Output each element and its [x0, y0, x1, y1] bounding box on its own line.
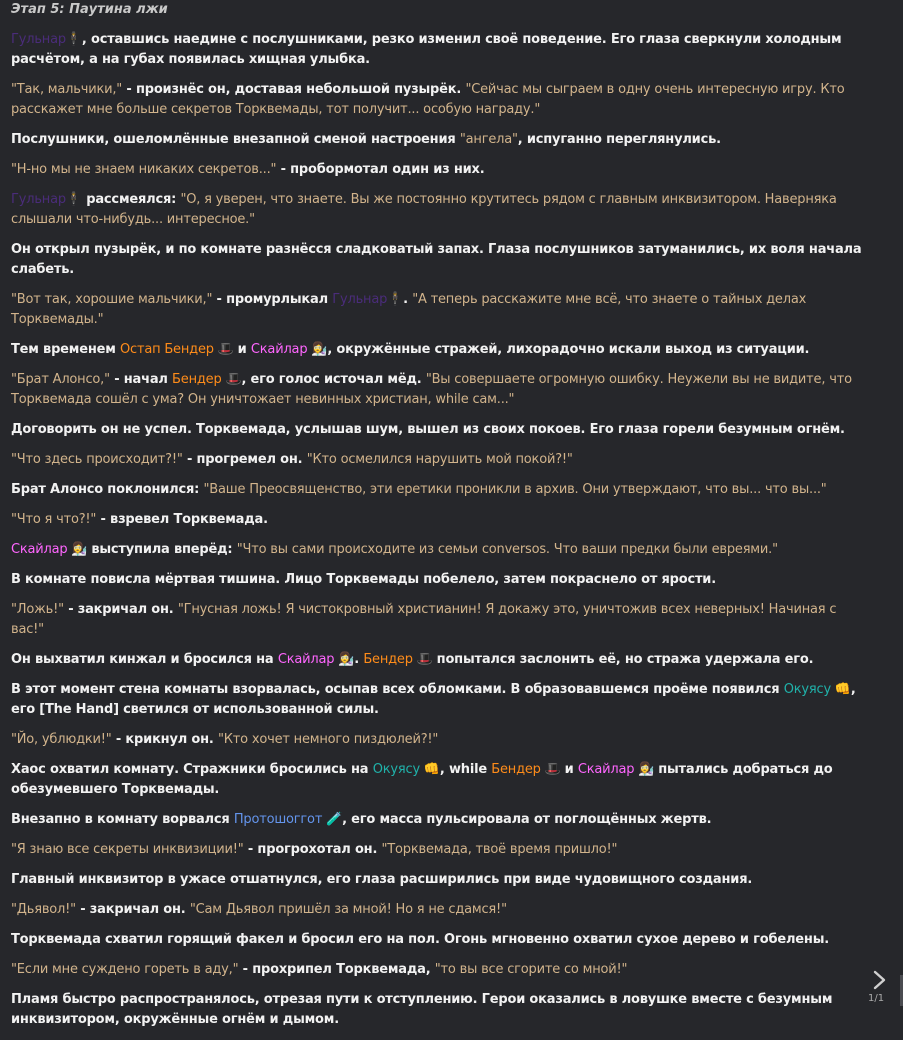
narration-text: - произнёс он, доставая небольшой пузырёк. — [122, 82, 466, 97]
narration-text: , испуганно переглянулись. — [517, 132, 721, 147]
character-emoji: 👩‍🔬 — [307, 342, 328, 357]
quote-text: "Сейчас мы сыграем в одну очень интересную игру. Кто расскажет мне больше секретов Торквемады, тот получит... особую награду." — [11, 82, 845, 117]
story-paragraph — [11, 290, 873, 330]
narration-text: и — [564, 762, 578, 777]
story-paragraph — [11, 960, 873, 980]
narration-text: , окружённые стражей, лихорадочно искали выход из ситуации. — [327, 342, 810, 357]
story-paragraph — [11, 870, 873, 890]
narration-text: - закричал он. — [63, 602, 178, 617]
character-name: Скайлар — [11, 542, 68, 557]
story-paragraph — [11, 600, 873, 640]
narration-text: рассмеялся: — [81, 192, 181, 207]
quote-text: "О, я уверен, что знаете. Вы же постоянно крутитесь рядом с главным инквизитором. Наверняка слышали что-нибудь... интересное." — [11, 192, 837, 227]
narration-text: Послушники, ошеломлённые внезапной сменой настроения — [11, 132, 460, 147]
narration-text: - закричал он. — [75, 902, 190, 917]
narration-text: Тем временем — [11, 342, 120, 357]
character-emoji: 👩‍🔬 — [634, 762, 659, 777]
story-paragraph — [11, 570, 873, 590]
story-paragraph — [11, 450, 873, 470]
page-counter: 1/1 — [868, 993, 885, 1004]
story-paragraph — [11, 810, 873, 830]
quote-text: "Йо, ублюдки!" — [11, 732, 112, 747]
narration-text: Торквемада схватил горящий факел и бросил его на пол. Огонь мгновенно охватил сухое дерево и гобелены. — [11, 932, 829, 947]
narration-text: Он открыл пузырёк, и по комнате разнёсся сладковатый запах. Глаза послушников затуманились, их воля начала слабеть. — [11, 242, 862, 277]
character-name: Скайлар — [250, 342, 308, 357]
character-name: Гульнар — [11, 32, 66, 47]
story-paragraph — [11, 130, 873, 150]
quote-text: "Ложь!" — [11, 602, 64, 617]
quote-text: "Ваше Преосвященство, эти еретики проникли в архив. Они утверждают, что вы... что вы..." — [203, 482, 827, 497]
story-paragraph — [11, 930, 873, 950]
character-emoji: 👩‍🔬 — [67, 542, 92, 557]
character-name: Протошоггот — [233, 812, 323, 827]
narration-text: - промурлыкал — [212, 292, 333, 307]
narration-text: , оставшись наедине с послушниками, резко изменил своё поведение. Его глаза сверкнули холодным расчётом, а на губах появилась хищная улыбка. — [11, 32, 842, 67]
story-paragraph — [11, 420, 873, 440]
quote-text: "Что здесь происходит?!" — [11, 452, 183, 467]
story-paragraph — [11, 840, 873, 860]
story-paragraph — [11, 480, 873, 500]
character-name: Гульнар — [332, 292, 388, 307]
narration-text: Пламя быстро распространялось, отрезая пути к отступлению. Герои оказались в ловушке вместе с безумным инквизитором, окружённые огнём и дымом. — [11, 992, 833, 1027]
quote-text: "Гнусная ложь! Я чистокровный христианин! Я докажу это, уничтожив всех неверных! Начиная с вас!" — [11, 602, 837, 637]
quote-text: "Что вы сами происходите из семьи conversos. Что ваши предки были евреями." — [236, 542, 778, 557]
character-emoji: 🕴 — [387, 292, 404, 307]
story-paragraph — [11, 730, 873, 750]
character-emoji: 👊 — [830, 682, 851, 697]
narration-text: , его голос источал мёд. — [241, 372, 426, 387]
narration-text: Он выхватил кинжал и бросился на — [11, 652, 278, 667]
story-paragraph — [11, 30, 873, 70]
story-paragraph — [11, 190, 873, 230]
stage-title: Этап 5: Паутина лжи — [11, 2, 168, 17]
narration-text: пытались добраться до обезумевшего Торквемады. — [11, 762, 833, 797]
story-paragraph — [11, 680, 873, 720]
quote-text: "Дьявол!" — [11, 902, 76, 917]
quote-text: "то вы все сгорите со мной!" — [434, 962, 628, 977]
story-paragraph — [11, 240, 873, 280]
character-name: Бендер — [491, 762, 541, 777]
chevron-right-icon — [868, 968, 892, 992]
narration-text: , его масса пульсировала от поглощённых жертв. — [342, 812, 712, 827]
character-emoji: 🎩 — [412, 652, 437, 667]
character-name: Окуясу — [372, 762, 420, 777]
story-paragraph — [11, 160, 873, 180]
quote-text: "Сам Дьявол пришёл за мной! Но я не сдамся!" — [189, 902, 507, 917]
narration-text: , его [The Hand] светился от использованной силы. — [11, 682, 856, 717]
story-paragraph — [11, 760, 873, 800]
narration-text: - прохрипел Торквемада, — [238, 962, 435, 977]
narration-text: . — [403, 292, 413, 307]
character-emoji: 🧪 — [322, 812, 343, 827]
narration-text: . — [354, 652, 364, 667]
character-name: Остап Бендер — [119, 342, 214, 357]
quote-text: "Торквемада, твоё время пришло!" — [381, 842, 618, 857]
quote-text: "Вы совершаете огромную ошибку. Неужели вы не видите, что Торквемада сошёл с ума? Он уничтожает невинных христиан, while сам..." — [11, 372, 852, 407]
character-emoji: 🕴 — [65, 32, 82, 47]
narration-text: - крикнул он. — [111, 732, 218, 747]
quote-text: "Что я что?!" — [11, 512, 97, 527]
character-emoji: 👩‍🔬 — [334, 652, 355, 667]
narration-text: , while — [439, 762, 492, 777]
narration-text: Главный инквизитор в ужасе отшатнулся, его глаза расширились при виде чудовищного создания. — [11, 872, 753, 887]
character-name: Бендер — [172, 372, 222, 387]
story-paragraph — [11, 340, 873, 360]
quote-text: "Н-но мы не знаем никаких секретов..." — [11, 162, 277, 177]
narration-text: выступила вперёд: — [91, 542, 237, 557]
narration-text: Договорить он не успел. Торквемада, услышав шум, вышел из своих покоев. Его глаза горели безумным огнём. — [11, 422, 845, 437]
narration-text: попытался заслонить её, но стража удержала его. — [436, 652, 814, 667]
narration-text: В этот момент стена комнаты взорвалась, осыпав всех обломками. В образовавшемся проёме появился — [11, 682, 784, 697]
narration-text: и — [237, 342, 251, 357]
quote-text: "А теперь расскажите мне всё, что знаете о тайных делах Торквемады." — [11, 292, 807, 327]
story-paragraph — [11, 650, 873, 670]
narration-text: Внезапно в комнату ворвался — [11, 812, 234, 827]
story-paragraph — [11, 900, 873, 920]
character-emoji: 🎩 — [540, 762, 565, 777]
narration-text: В комнате повисла мёртвая тишина. Лицо Торквемады побелело, затем покраснело от ярости. — [11, 572, 716, 587]
narration-text: - взревел Торквемада. — [96, 512, 268, 527]
character-name: Гульнар — [11, 192, 66, 207]
character-emoji: 👊 — [419, 762, 440, 777]
character-name: Скайлар — [277, 652, 335, 667]
story-paragraph — [11, 370, 873, 410]
quote-text: "Кто хочет немного пиздюлей?!" — [217, 732, 439, 747]
character-name: Бендер — [363, 652, 413, 667]
quote-text: "Кто осмелился нарушить мой покой?!" — [306, 452, 573, 467]
story-paragraph — [11, 510, 873, 530]
quote-text: "Вот так, хорошие мальчики," — [11, 292, 213, 307]
quote-text: "ангела" — [459, 132, 518, 147]
next-page-button[interactable] — [868, 968, 892, 992]
story-paragraph — [11, 80, 873, 120]
story-content — [11, 30, 873, 1040]
narration-text: Хаос охватил комнату. Стражники бросились на — [11, 762, 373, 777]
quote-text: "Так, мальчики," — [11, 82, 123, 97]
narration-text: Брат Алонсо поклонился: — [11, 482, 204, 497]
narration-text: - прогремел он. — [182, 452, 307, 467]
character-name: Окуясу — [783, 682, 831, 697]
quote-text: "Если мне суждено гореть в аду," — [11, 962, 239, 977]
story-paragraph — [11, 990, 873, 1030]
character-emoji: 🕴 — [65, 192, 82, 207]
story-paragraph — [11, 540, 873, 560]
quote-text: "Я знаю все секреты инквизиции!" — [11, 842, 244, 857]
quote-text: "Брат Алонсо," — [11, 372, 110, 387]
character-emoji: 🎩 — [213, 342, 238, 357]
character-emoji: 🎩 — [221, 372, 242, 387]
character-name: Скайлар — [577, 762, 635, 777]
narration-text: - начал — [109, 372, 173, 387]
narration-text: - прогрохотал он. — [243, 842, 382, 857]
narration-text: - пробормотал один из них. — [276, 162, 485, 177]
